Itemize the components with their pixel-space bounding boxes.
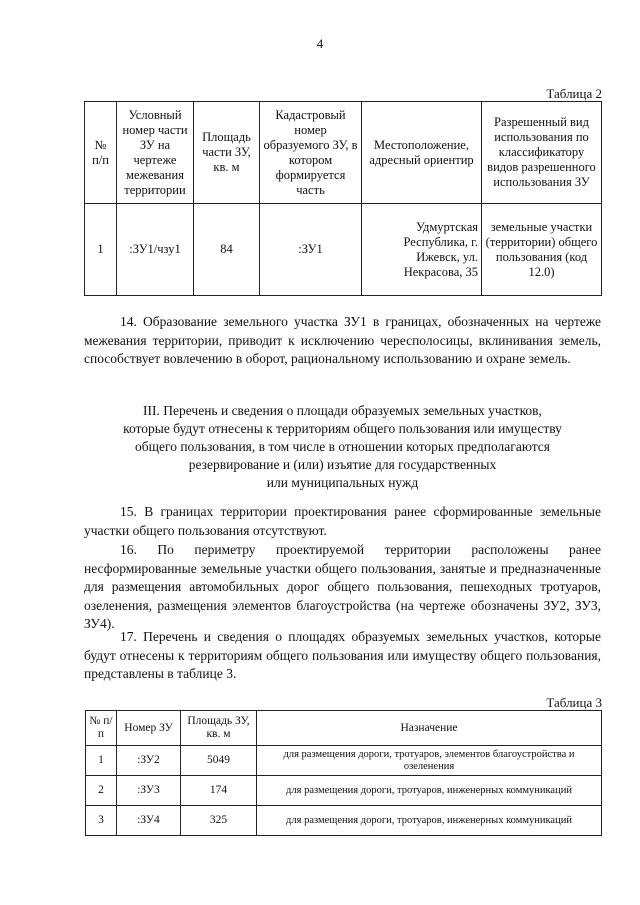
table2-header-cadastral: Кадастровый номер образуемого ЗУ, в котором формируется часть bbox=[260, 102, 362, 204]
table3-header-plot: Номер ЗУ bbox=[117, 711, 181, 746]
table3-cell-area: 5049 bbox=[181, 746, 257, 776]
table2-header-area: Площадь части ЗУ, кв. м bbox=[194, 102, 260, 204]
table3 bbox=[85, 710, 602, 836]
table3-cell-purpose: для размещения дороги, тротуаров, элементов благоустройства и озеленения bbox=[257, 746, 602, 776]
table2 bbox=[84, 101, 602, 296]
table3-caption: Таблица 3 bbox=[546, 695, 602, 710]
table3-header-number: № п/п bbox=[86, 711, 117, 746]
table2-header-location: Местоположение, адресный ориентир bbox=[362, 102, 482, 204]
table2-caption: Таблица 2 bbox=[546, 86, 602, 101]
paragraph-16: 16. По периметру проектируемой территории расположены ранее несформированные земельные участки общего пользования, занятые и предназначенные для размещения автомобильных дорог общего пользования, пешеходных тротуаров, озеленения, размещения элементов благоустройства (на чертеже обозначены ЗУ2, ЗУ3, ЗУ4). bbox=[84, 542, 601, 632]
table3-cell-number: 3 bbox=[86, 806, 117, 836]
table2-cell-area: 84 bbox=[194, 204, 260, 296]
section-3-heading-line-5: или муниципальных нужд bbox=[266, 475, 419, 490]
table2-cell-cadastral: :ЗУ1 bbox=[260, 204, 362, 296]
table2-cell-number: 1 bbox=[85, 204, 117, 296]
table3-header-row bbox=[86, 711, 602, 746]
table-row bbox=[85, 204, 602, 296]
table-row bbox=[86, 776, 602, 806]
section-3-heading-line-2: которые будут отнесены к территориям общего пользования или имуществу bbox=[123, 421, 562, 436]
table2-cell-location: Удмуртская Республика, г. Ижевск, ул. Некрасова, 35 bbox=[362, 204, 482, 296]
table3-cell-purpose: для размещения дороги, тротуаров, инженерных коммуникаций bbox=[257, 776, 602, 806]
table3-header-purpose: Назначение bbox=[257, 711, 602, 746]
table3-cell-number: 2 bbox=[86, 776, 117, 806]
section-3-heading-line-3: общего пользования, в том числе в отношении которых предполагаются bbox=[135, 439, 550, 454]
table2-cell-use: земельные участки (территории) общего пользования (код 12.0) bbox=[482, 204, 602, 296]
table2-header-part-number: Условный номер части ЗУ на чертеже межевания территории bbox=[117, 102, 194, 204]
section-3-heading-line-4: резервирование и (или) изъятие для государственных bbox=[188, 457, 497, 472]
table2-cell-part-number: :ЗУ1/чзу1 bbox=[117, 204, 194, 296]
table3-cell-number: 1 bbox=[86, 746, 117, 776]
table3-cell-plot: :ЗУ3 bbox=[117, 776, 181, 806]
paragraph-14: 14. Образование земельного участка ЗУ1 в границах, обозначенных на чертеже межевания территории, приводит к исключению чересполосицы, вклинивания земель, способствует вовлечению в оборот, рациональному использованию и охране земель. bbox=[84, 314, 601, 367]
table3-cell-area: 325 bbox=[181, 806, 257, 836]
table3-header-area: Площадь ЗУ, кв. м bbox=[181, 711, 257, 746]
section-3-heading-line-1: III. Перечень и сведения о площади образуемых земельных участков, bbox=[143, 403, 542, 418]
page-number: 4 bbox=[316, 36, 324, 51]
paragraph-15: 15. В границах территории проектирования ранее сформированные земельные участки общего пользования отсутствуют. bbox=[84, 504, 601, 538]
table3-cell-area: 174 bbox=[181, 776, 257, 806]
table-row bbox=[86, 806, 602, 836]
table3-cell-plot: :ЗУ2 bbox=[117, 746, 181, 776]
paragraph-17: 17. Перечень и сведения о площадях образуемых земельных участков, которые будут отнесены к территориям общего пользования или имуществу общего пользования, представлены в таблице 3. bbox=[84, 629, 601, 682]
table2-header-use: Разрешенный вид использования по классификатору видов разрешенного использования ЗУ bbox=[482, 102, 602, 204]
table3-cell-purpose: для размещения дороги, тротуаров, инженерных коммуникаций bbox=[257, 806, 602, 836]
table-row bbox=[86, 746, 602, 776]
table2-header-number: № п/п bbox=[85, 102, 117, 204]
table2-header-row bbox=[85, 102, 602, 204]
table3-cell-plot: :ЗУ4 bbox=[117, 806, 181, 836]
